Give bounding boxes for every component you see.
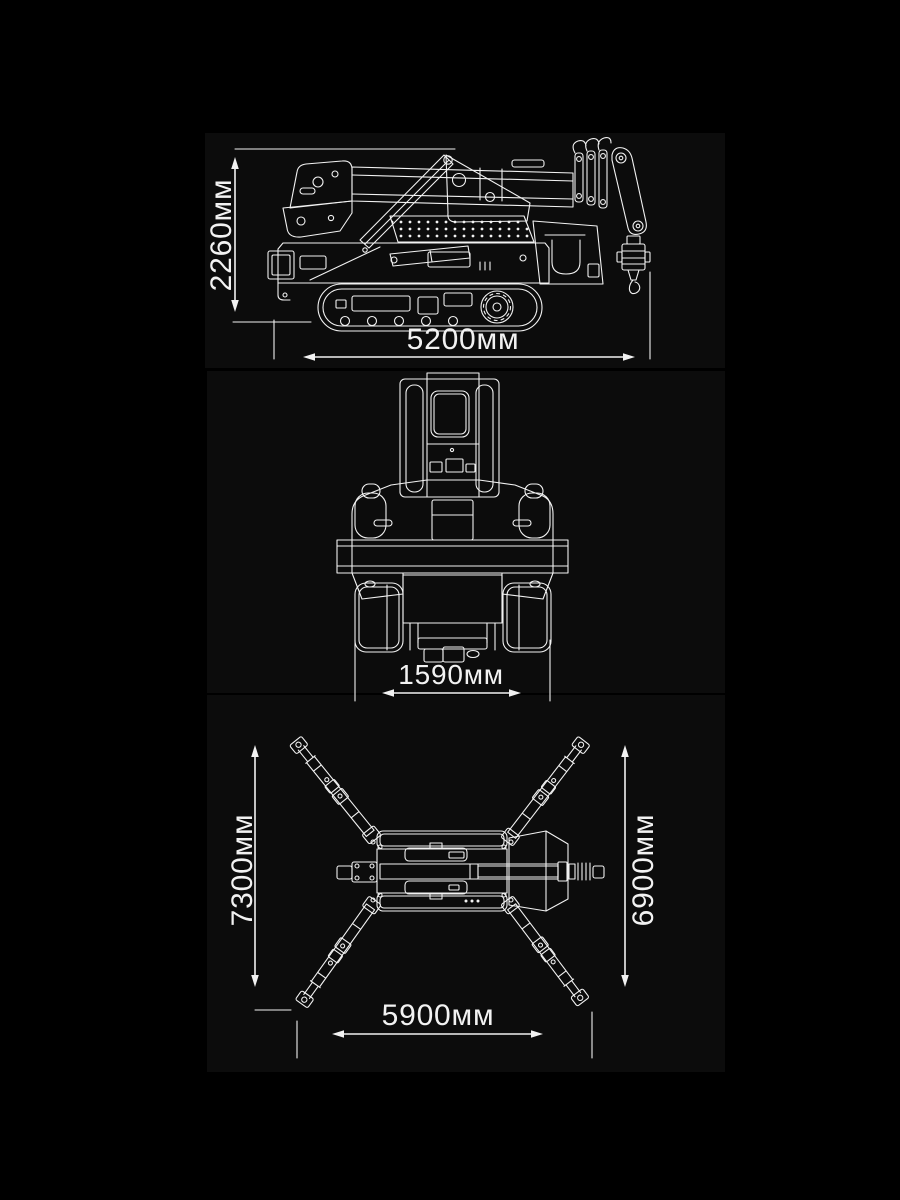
deck-tread-plate xyxy=(390,216,534,242)
top-right-span-label: 6900мм xyxy=(627,813,660,927)
side-height-label: 2260мм xyxy=(205,178,238,292)
front-width-label: 1590мм xyxy=(398,659,504,690)
top-left-span-label: 7300мм xyxy=(226,813,259,927)
side-length-label: 5200мм xyxy=(406,323,520,356)
top-width-label: 5900мм xyxy=(381,999,495,1032)
